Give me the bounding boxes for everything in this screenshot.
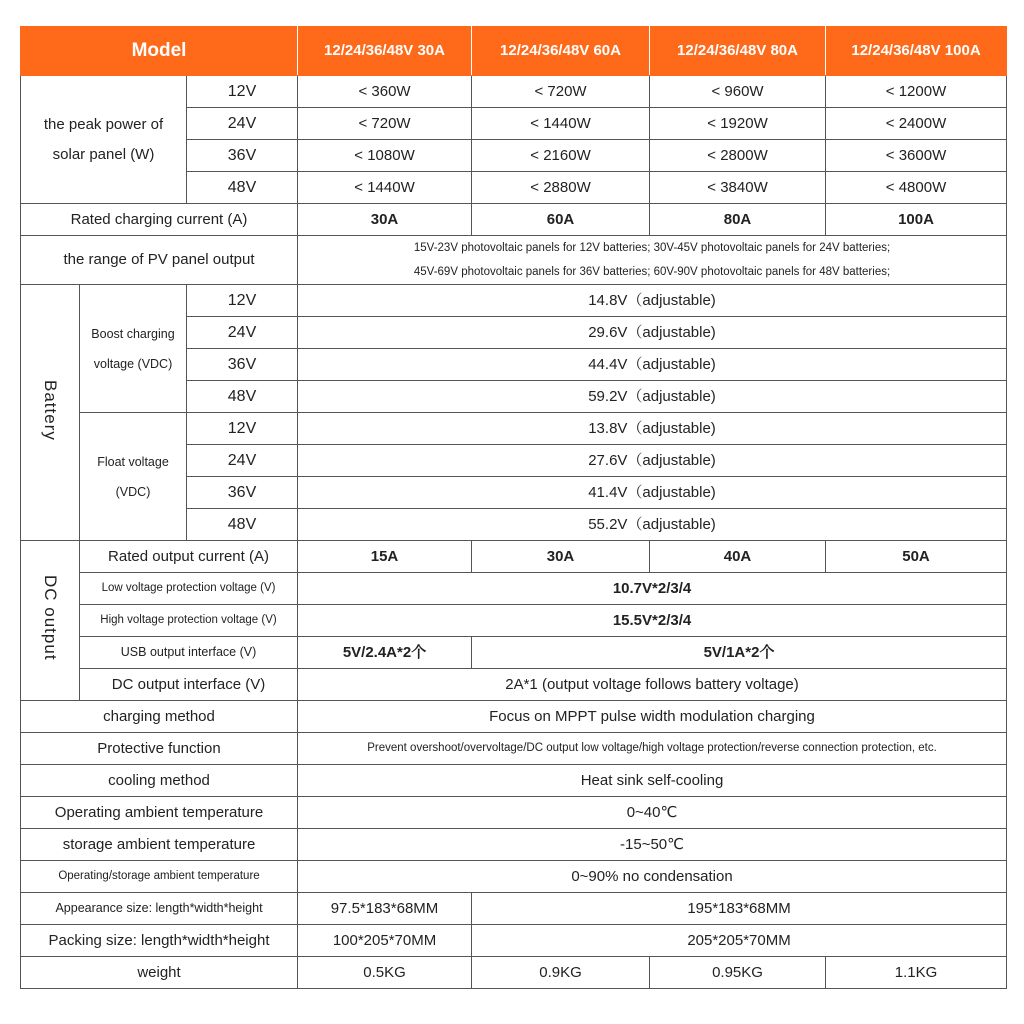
table-cell: < 960W: [650, 76, 826, 108]
table-cell: 50A: [826, 541, 1007, 573]
low-voltage-value: 10.7V*2/3/4: [298, 573, 1007, 605]
table-row: [21, 669, 1007, 701]
table-cell: 44.4V（adjustable): [298, 349, 1007, 381]
cooling-label: cooling method: [21, 765, 298, 797]
storage-temp-value: -15~50℃: [298, 829, 1007, 861]
table-cell: 0.95KG: [650, 957, 826, 989]
peak-power-label: the peak power of solar panel (W): [21, 76, 187, 204]
charging-method-value: Focus on MPPT pulse width modulation charging: [298, 701, 1007, 733]
table-cell: < 1440W: [472, 108, 650, 140]
table-row: [21, 925, 1007, 957]
header-row: [21, 27, 1007, 76]
voltage-label: 48V: [187, 381, 298, 413]
table-cell: < 360W: [298, 76, 472, 108]
packing-rest: 205*205*70MM: [472, 925, 1007, 957]
pv-range-value: 15V-23V photovoltaic panels for 12V batteries; 30V-45V photovoltaic panels for 24V batteries; 45V-69V photovoltaic panels for 36V batteries; 60V-90V photovoltaic panels for 48V batteries;: [298, 236, 1007, 285]
table-cell: 0.5KG: [298, 957, 472, 989]
voltage-label: 48V: [187, 509, 298, 541]
weight-label: weight: [21, 957, 298, 989]
table-cell: 55.2V（adjustable): [298, 509, 1007, 541]
voltage-label: 12V: [187, 285, 298, 317]
table-row: [21, 285, 1007, 317]
table-cell: < 1440W: [298, 172, 472, 204]
table-cell: 41.4V（adjustable): [298, 477, 1007, 509]
boost-voltage-label: Boost charging voltage (VDC): [80, 285, 187, 413]
table-row: [21, 413, 1007, 445]
table-cell: < 2880W: [472, 172, 650, 204]
packing-first: 100*205*70MM: [298, 925, 472, 957]
appearance-rest: 195*183*68MM: [472, 893, 1007, 925]
table-row: [21, 204, 1007, 236]
table-cell: < 3840W: [650, 172, 826, 204]
voltage-label: 24V: [187, 108, 298, 140]
table-row: [21, 765, 1007, 797]
table-cell: 40A: [650, 541, 826, 573]
voltage-label: 24V: [187, 445, 298, 477]
rated-output-label: Rated output current (A): [80, 541, 298, 573]
table-row: [21, 637, 1007, 669]
voltage-label: 36V: [187, 140, 298, 172]
cooling-value: Heat sink self-cooling: [298, 765, 1007, 797]
pv-range-label: the range of PV panel output: [21, 236, 298, 285]
high-voltage-label: High voltage protection voltage (V): [80, 605, 298, 637]
table-cell: 27.6V（adjustable): [298, 445, 1007, 477]
table-cell: < 720W: [472, 76, 650, 108]
voltage-label: 48V: [187, 172, 298, 204]
dc-output-group-label: DC output: [21, 541, 80, 701]
header-col-30a: 12/24/36/48V 30A: [298, 27, 472, 76]
table-cell: 60A: [472, 204, 650, 236]
usb-output-first: 5V/2.4A*2个: [298, 637, 472, 669]
battery-group-label: Battery: [21, 285, 80, 541]
table-cell: < 1920W: [650, 108, 826, 140]
table-cell: 14.8V（adjustable): [298, 285, 1007, 317]
float-voltage-label: Float voltage (VDC): [80, 413, 187, 541]
table-cell: 100A: [826, 204, 1007, 236]
table-cell: 13.8V（adjustable): [298, 413, 1007, 445]
voltage-label: 12V: [187, 76, 298, 108]
low-voltage-label: Low voltage protection voltage (V): [80, 573, 298, 605]
protective-value: Prevent overshoot/overvoltage/DC output low voltage/high voltage protection/reverse connection protection, etc.: [298, 733, 1007, 765]
header-col-80a: 12/24/36/48V 80A: [650, 27, 826, 76]
appearance-first: 97.5*183*68MM: [298, 893, 472, 925]
charging-method-label: charging method: [21, 701, 298, 733]
table-cell: 59.2V（adjustable): [298, 381, 1007, 413]
table-cell: 30A: [472, 541, 650, 573]
table-cell: 80A: [650, 204, 826, 236]
table-cell: < 1200W: [826, 76, 1007, 108]
rated-charging-label: Rated charging current (A): [21, 204, 298, 236]
table-row: [21, 797, 1007, 829]
humidity-value: 0~90% no condensation: [298, 861, 1007, 893]
table-row: [21, 236, 1007, 285]
packing-label: Packing size: length*width*height: [21, 925, 298, 957]
table-row: [21, 733, 1007, 765]
table-cell: < 2800W: [650, 140, 826, 172]
table-row: [21, 861, 1007, 893]
table-cell: < 4800W: [826, 172, 1007, 204]
usb-output-label: USB output interface (V): [80, 637, 298, 669]
table-row: [21, 701, 1007, 733]
table-row: [21, 573, 1007, 605]
op-temp-value: 0~40℃: [298, 797, 1007, 829]
table-row: [21, 541, 1007, 573]
table-cell: 15A: [298, 541, 472, 573]
voltage-label: 24V: [187, 317, 298, 349]
protective-label: Protective function: [21, 733, 298, 765]
dc-interface-value: 2A*1 (output voltage follows battery voltage): [298, 669, 1007, 701]
table-row: [21, 829, 1007, 861]
voltage-label: 12V: [187, 413, 298, 445]
spec-sheet: [20, 26, 1007, 989]
table-row: [21, 605, 1007, 637]
table-cell: < 3600W: [826, 140, 1007, 172]
voltage-label: 36V: [187, 477, 298, 509]
usb-output-rest: 5V/1A*2个: [472, 637, 1007, 669]
header-col-100a: 12/24/36/48V 100A: [826, 27, 1007, 76]
table-cell: < 1080W: [298, 140, 472, 172]
table-row: [21, 76, 1007, 108]
op-temp-label: Operating ambient temperature: [21, 797, 298, 829]
table-cell: 29.6V（adjustable): [298, 317, 1007, 349]
storage-temp-label: storage ambient temperature: [21, 829, 298, 861]
table-cell: 1.1KG: [826, 957, 1007, 989]
table-row: [21, 957, 1007, 989]
spec-table: [20, 26, 1007, 989]
table-cell: < 2160W: [472, 140, 650, 172]
table-cell: 0.9KG: [472, 957, 650, 989]
table-cell: < 2400W: [826, 108, 1007, 140]
dc-interface-label: DC output interface (V): [80, 669, 298, 701]
header-col-60a: 12/24/36/48V 60A: [472, 27, 650, 76]
table-row: [21, 893, 1007, 925]
high-voltage-value: 15.5V*2/3/4: [298, 605, 1007, 637]
appearance-label: Appearance size: length*width*height: [21, 893, 298, 925]
table-cell: < 720W: [298, 108, 472, 140]
header-model: Model: [21, 27, 298, 76]
humidity-label: Operating/storage ambient temperature: [21, 861, 298, 893]
table-cell: 30A: [298, 204, 472, 236]
voltage-label: 36V: [187, 349, 298, 381]
